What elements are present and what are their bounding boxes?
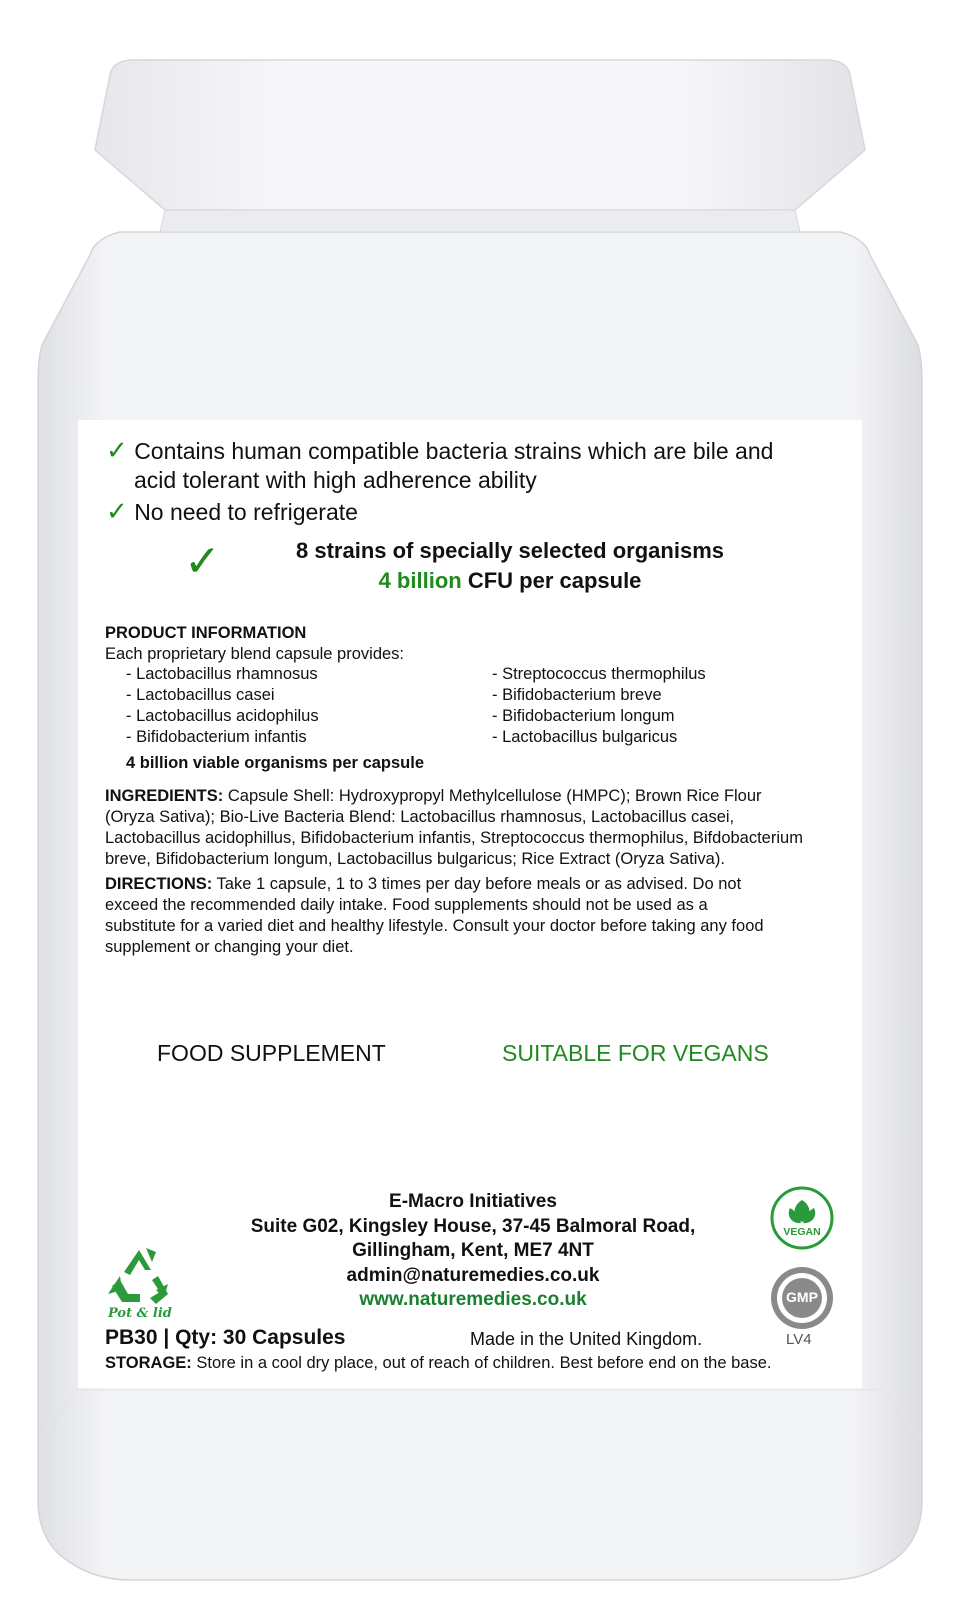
list-item: - Lactobacillus rhamnosus xyxy=(126,665,318,683)
product-info-intro: Each proprietary blend capsule provides: xyxy=(105,645,405,663)
vegan-badge xyxy=(770,1186,834,1250)
strain-list-right xyxy=(492,664,706,748)
list-item: - Bifidobacterium longum xyxy=(492,707,675,725)
recycle-badge xyxy=(106,1246,176,1326)
directions-line: exceed the recommended daily intake. Food supplements should not be used as a xyxy=(105,896,708,914)
website-link[interactable]: www.naturemedies.co.uk xyxy=(359,1289,587,1310)
vegan-leaf-icon xyxy=(770,1186,834,1250)
cfu-text xyxy=(230,566,790,596)
directions-line: supplement or changing your diet. xyxy=(105,938,354,956)
recycle-caption: Pot & lid xyxy=(108,1306,172,1321)
cfu-amount: 4 billion xyxy=(378,568,462,593)
list-item: - Lactobacillus bulgaricus xyxy=(492,728,678,746)
gmp-badge xyxy=(770,1266,834,1330)
strain-list-left xyxy=(126,664,319,748)
checkmark-icon: ✓ xyxy=(106,435,128,465)
list-item: - Lactobacillus acidophilus xyxy=(126,707,319,725)
checkmark-icon: ✓ xyxy=(106,496,128,526)
directions-block xyxy=(105,874,845,958)
storage-text xyxy=(105,1353,850,1374)
benefit-text: Contains human compatible bacteria strains which are bile and xyxy=(134,438,774,464)
storage-label: STORAGE: xyxy=(105,1354,192,1372)
list-item: - Bifidobacterium infantis xyxy=(126,728,307,746)
label-version: LV4 xyxy=(786,1331,812,1348)
benefit-bile-acid xyxy=(106,436,846,495)
cfu-rest: CFU per capsule xyxy=(461,568,642,593)
recycle-icon xyxy=(106,1246,172,1308)
list-item: - Streptococcus thermophilus xyxy=(492,665,706,683)
suitable-vegans-label: SUITABLE FOR VEGANS xyxy=(502,1040,769,1066)
list-item: - Bifidobacterium breve xyxy=(492,686,662,704)
list-item: - Lactobacillus casei xyxy=(126,686,275,704)
vegan-badge-text: VEGAN xyxy=(783,1226,821,1238)
manufacturer-address xyxy=(208,1190,738,1313)
product-info-heading: PRODUCT INFORMATION xyxy=(105,624,307,642)
directions-label: DIRECTIONS: xyxy=(105,875,213,893)
ingredients-block xyxy=(105,786,845,870)
food-supplement-label: FOOD SUPPLEMENT xyxy=(157,1040,386,1066)
product-label xyxy=(78,420,862,1388)
benefit-text: No need to refrigerate xyxy=(134,499,358,525)
ingredients-line: (Oryza Sativa); Bio-Live Bacteria Blend: Lactobacillus rhamnosus, Lactobacillus casei, xyxy=(105,808,735,826)
ingredients-line: Capsule Shell: Hydroxypropyl Methylcellulose (HMPC); Brown Rice Flour xyxy=(223,787,762,805)
address-line: Gillingham, Kent, ME7 4NT xyxy=(352,1240,594,1261)
storage-instructions: Store in a cool dry place, out of reach of children. Best before end on the base. xyxy=(191,1354,772,1372)
strain-count-text: 8 strains of specially selected organisms xyxy=(296,538,724,563)
directions-line: Take 1 capsule, 1 to 3 times per day before meals or as advised. Do not xyxy=(212,875,742,893)
directions-line: substitute for a varied diet and healthy lifestyle. Consult your doctor before taking any food xyxy=(105,917,764,935)
gmp-badge-text: GMP xyxy=(786,1289,818,1305)
large-checkmark-icon: ✓ xyxy=(184,537,221,586)
product-code-qty: PB30 | Qty: 30 Capsules xyxy=(105,1326,346,1349)
benefit-text-cont: acid tolerant with high adherence ability xyxy=(134,467,537,493)
ingredients-label: INGREDIENTS: xyxy=(105,787,224,805)
company-name: E-Macro Initiatives xyxy=(389,1191,557,1212)
ingredients-line: breve, Bifidobacterium longum, Lactobacillus bulgaricus; Rice Extract (Oryza Sativa). xyxy=(105,850,725,868)
email-link[interactable]: admin@naturemedies.co.uk xyxy=(346,1264,600,1286)
made-in-text: Made in the United Kingdom. xyxy=(470,1329,703,1349)
benefit-no-refrigerate xyxy=(106,497,846,527)
address-line: Suite G02, Kingsley House, 37-45 Balmoral Road, xyxy=(250,1215,696,1237)
ingredients-line: Lactobacillus acidophillus, Bifidobacterium infantis, Streptococcus thermophilus, Bifdobacterium xyxy=(105,829,803,847)
viable-organisms-total: 4 billion viable organisms per capsule xyxy=(126,754,425,772)
